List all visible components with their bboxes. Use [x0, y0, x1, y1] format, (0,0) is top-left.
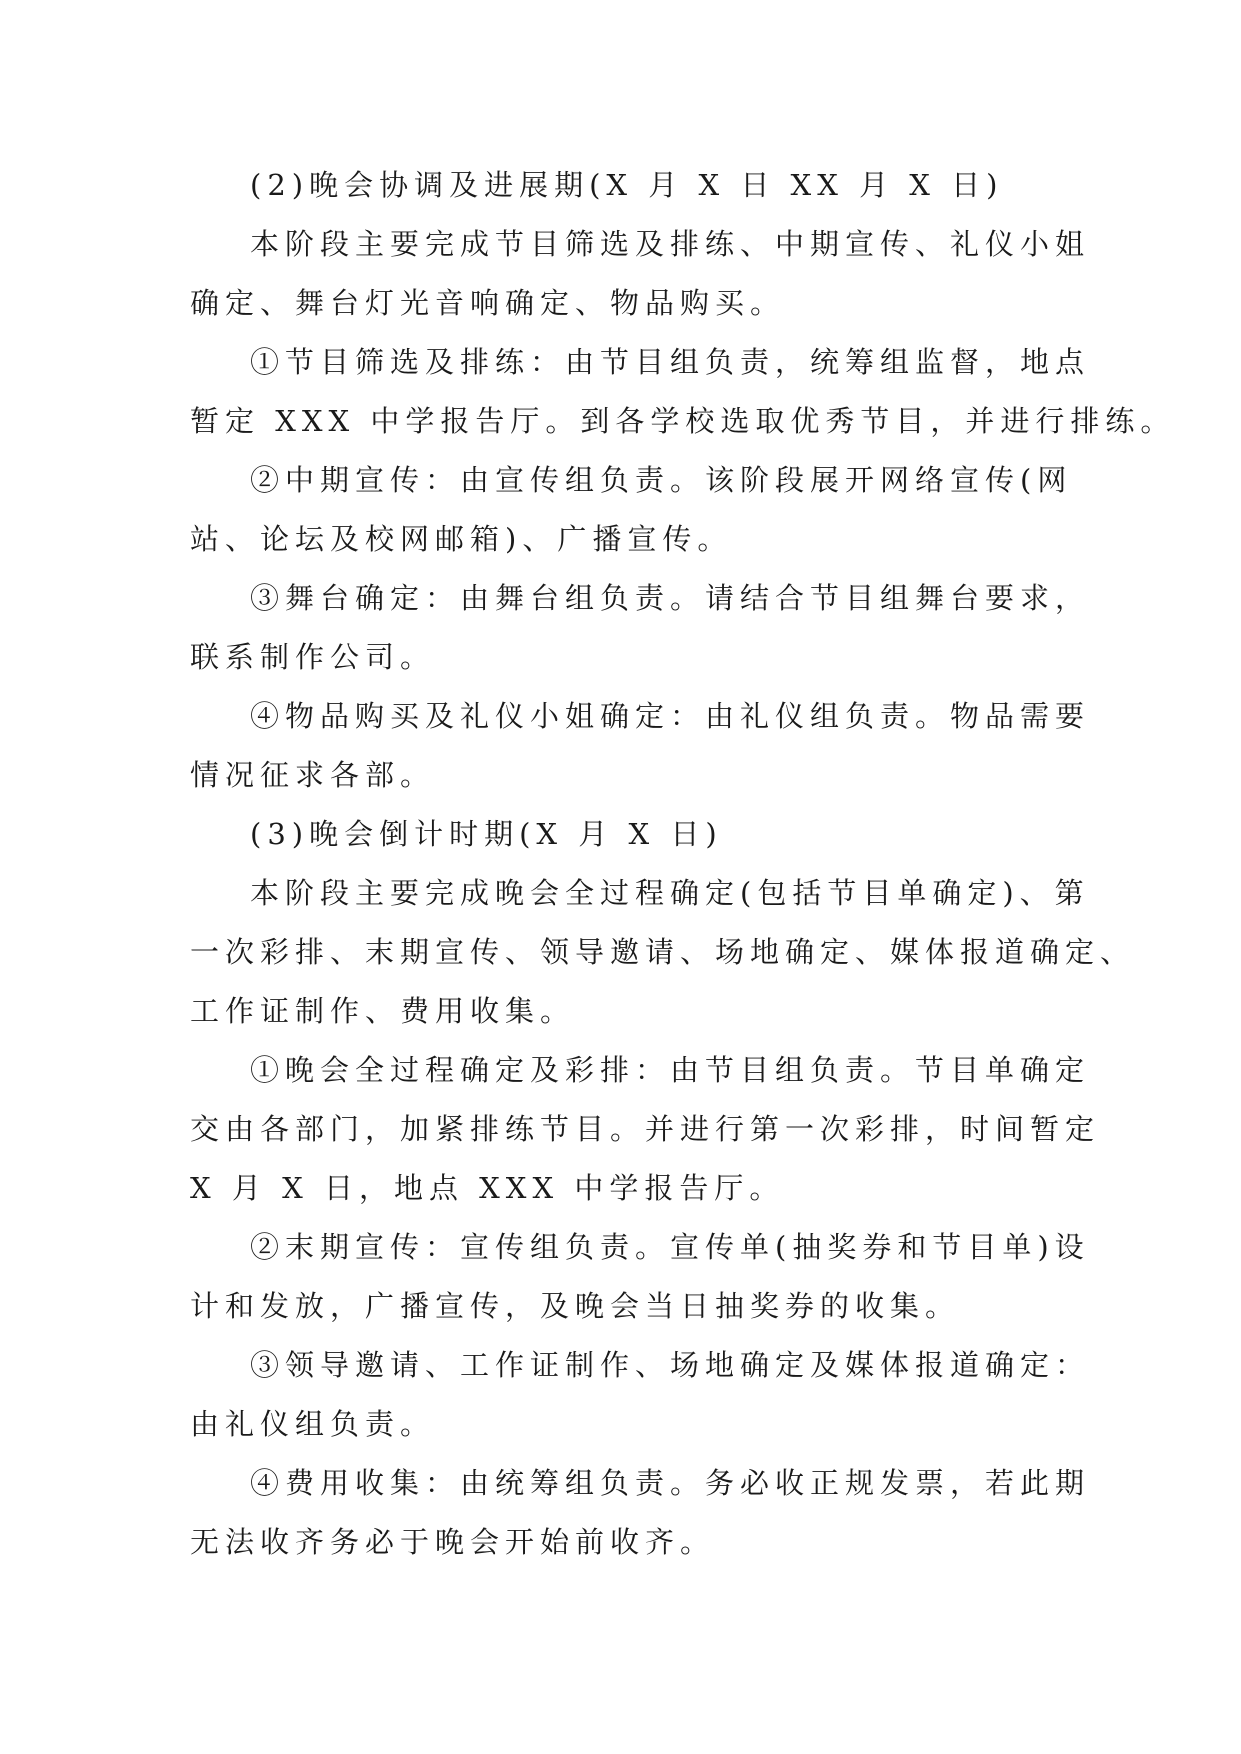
text-line: 暂定 XXX 中学报告厅。到各学校选取优秀节目，并进行排练。 — [190, 404, 1176, 438]
document-body — [190, 156, 1176, 1572]
text-line: ②末期宣传：宣传组负责。宣传单(抽奖券和节目单)设 — [250, 1230, 1090, 1264]
text-line: 联系制作公司。 — [190, 640, 436, 674]
text-line: X 月 X 日，地点 XXX 中学报告厅。 — [190, 1171, 785, 1205]
text-line: 由礼仪组负责。 — [190, 1407, 436, 1441]
text-line: 确定、舞台灯光音响确定、物品购买。 — [190, 286, 786, 320]
text-line: (2)晚会协调及进展期(X 月 X 日 XX 月 X 日) — [250, 168, 1004, 202]
text-line: 一次彩排、末期宣传、领导邀请、场地确定、媒体报道确定、 — [190, 935, 1136, 969]
text-line: ①晚会全过程确定及彩排：由节目组负责。节目单确定 — [250, 1053, 1091, 1087]
text-line: ①节目筛选及排练：由节目组负责，统筹组监督，地点 — [250, 345, 1091, 379]
text-line: 交由各部门，加紧排练节目。并进行第一次彩排，时间暂定 — [190, 1112, 1101, 1146]
text-line: ④物品购买及礼仪小姐确定：由礼仪组负责。物品需要 — [250, 699, 1091, 733]
text-line: 工作证制作、费用收集。 — [190, 994, 576, 1028]
text-line: ③领导邀请、工作证制作、场地确定及媒体报道确定： — [250, 1348, 1091, 1382]
text-line: 本阶段主要完成晚会全过程确定(包括节目单确定)、第 — [250, 876, 1090, 910]
text-line: ④费用收集：由统筹组负责。务必收正规发票，若此期 — [250, 1466, 1091, 1500]
text-line: ③舞台确定：由舞台组负责。请结合节目组舞台要求， — [250, 581, 1091, 615]
text-line: 本阶段主要完成节目筛选及排练、中期宣传、礼仪小姐 — [250, 227, 1091, 261]
text-line: 计和发放，广播宣传，及晚会当日抽奖券的收集。 — [190, 1289, 961, 1323]
text-line: 无法收齐务必于晚会开始前收齐。 — [190, 1525, 716, 1559]
text-line: 情况征求各部。 — [190, 758, 436, 792]
text-line: ②中期宣传：由宣传组负责。该阶段展开网络宣传(网 — [250, 463, 1073, 497]
text-line: (3)晚会倒计时期(X 月 X 日) — [250, 817, 723, 851]
text-line: 站、论坛及校网邮箱)、广播宣传。 — [190, 522, 733, 556]
